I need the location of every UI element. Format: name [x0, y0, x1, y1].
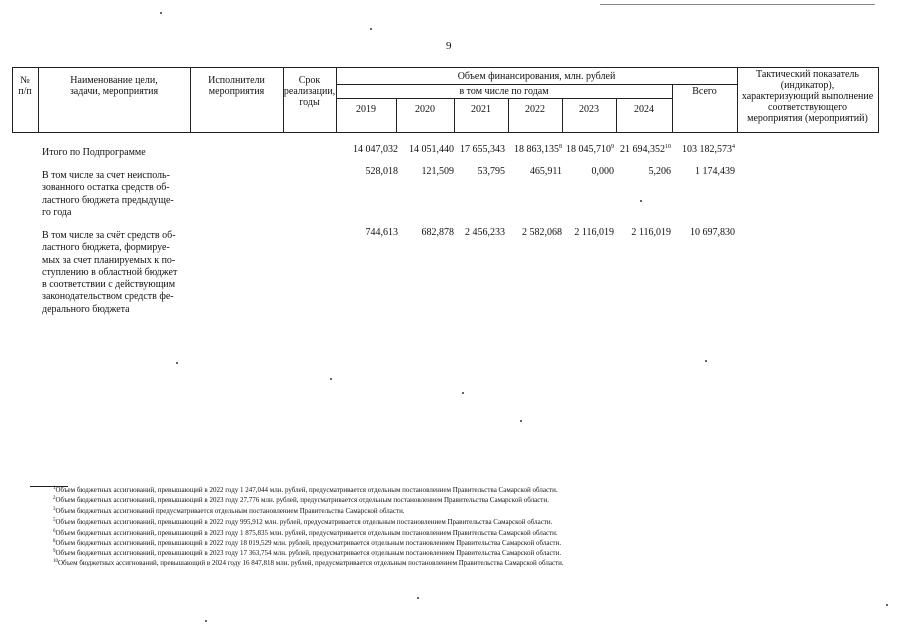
scan-speck — [205, 620, 207, 622]
header-executors: Исполнители мероприятия — [208, 75, 265, 97]
header-indicator: Тактический показатель (индикатор), характеризующий выполнение соответствующего мероприятия (мероприятий) — [741, 69, 874, 124]
row-label: В том числе за счет неисполь- зованного остатка средств об- ластного бюджета предыдуще- го года — [42, 170, 174, 218]
value-cell: 18 863,135$^8$ — [514, 144, 562, 155]
scan-speck — [640, 200, 642, 202]
scan-speck — [370, 28, 372, 30]
header-funding: Объем финансирования, млн. рублей — [457, 71, 616, 82]
value-cell: 53,795 — [477, 166, 505, 177]
value-cell: 2 116,019 — [631, 227, 671, 238]
header-year: 2021 — [471, 104, 491, 115]
row-label: Итого по Подпрограмме — [42, 147, 146, 158]
header-year: 2023 — [579, 104, 599, 115]
table-header — [12, 67, 878, 133]
value-cell: 121,509 — [421, 166, 454, 177]
footnote: $^6$Объем бюджетных ассигнований, превышающий в 2023 году 1 875,835 млн. рублей, предусматривается отдельным постановлением Правительства Самарской области. — [53, 529, 558, 537]
header-term: Срок реализации, годы — [283, 75, 336, 108]
footnote: $^2$Объем бюджетных ассигнований, превышающий в 2023 году 27,776 млн. рублей, предусматривается отдельным постановлением Правительства Самарской области. — [53, 496, 549, 504]
value-cell: 18 045,710$^9$ — [566, 144, 614, 155]
header-total: Всего — [692, 86, 717, 97]
header-name: Наименование цели, задачи, мероприятия — [69, 75, 159, 97]
footnote: $^8$Объем бюджетных ассигнований, превышающий в 2022 году 18 019,529 млн. рублей, предусматривается отдельным постановлением Правительства Самарской области. — [53, 539, 562, 547]
value-cell: 21 694,352$^{10}$ — [620, 144, 671, 155]
value-cell: 2 456,233 — [465, 227, 505, 238]
value-cell: 2 582,068 — [522, 227, 562, 238]
value-cell-total: 103 182,573$^4$ — [682, 144, 735, 155]
scan-speck — [176, 362, 178, 364]
header-num: № п/п — [18, 75, 32, 97]
value-cell: 14 051,440 — [409, 144, 454, 155]
value-cell: 682,878 — [421, 227, 454, 238]
scan-speck — [886, 604, 888, 606]
value-cell-total: 10 697,830 — [690, 227, 735, 238]
header-by-year: в том числе по годам — [459, 86, 549, 97]
value-cell: 744,613 — [365, 227, 398, 238]
scan-artifact-line — [600, 4, 875, 5]
header-year: 2022 — [525, 104, 545, 115]
scan-speck — [705, 360, 707, 362]
header-bottom-rule — [12, 132, 878, 133]
footnote: $^{10}$Объем бюджетных ассигнований, превышающий в 2024 году 16 847,818 млн. рублей, предусматривается отдельным постановлением Правительства Самарской области. — [53, 559, 564, 567]
header-year: 2019 — [356, 104, 376, 115]
footnote: $^1$Объем бюджетных ассигнований, превышающий в 2022 году 1 247,044 млн. рублей, предусматривается отдельным постановлением Правительства Самарской области. — [53, 486, 558, 494]
scan-speck — [417, 597, 419, 599]
funding-sub-rule — [336, 84, 737, 85]
col-divider — [878, 67, 879, 133]
value-cell: 465,911 — [529, 166, 562, 177]
header-year: 2020 — [415, 104, 435, 115]
header-year: 2024 — [634, 104, 654, 115]
value-cell-total: 1 174,439 — [695, 166, 735, 177]
value-cell: 2 116,019 — [574, 227, 614, 238]
scan-speck — [520, 420, 522, 422]
years-sub-rule — [336, 98, 672, 99]
value-cell: 528,018 — [365, 166, 398, 177]
value-cell: 17 655,343 — [460, 144, 505, 155]
scan-speck — [330, 378, 332, 380]
footnote: $^3$Объем бюджетных ассигнований предусматривается отдельным постановлением Правительства Самарской области. — [53, 507, 405, 515]
value-cell: 0,000 — [591, 166, 614, 177]
header-top-rule — [12, 67, 878, 68]
footnote: $^5$Объем бюджетных ассигнований, превышающий в 2022 году 995,912 млн. рублей, предусматривается отдельным постановлением Правительства Самарской области. — [53, 518, 553, 526]
scan-speck — [160, 12, 162, 14]
row-label: В том числе за счёт средств об- ластного бюджета, формируе- мых за счет планируемых к по- ступлению в областной бюджет в соответствии с действующим законодательством средств фе- дерального бюджета — [42, 230, 178, 315]
scan-speck — [462, 392, 464, 394]
page-number: 9 — [446, 40, 452, 52]
value-cell: 14 047,032 — [353, 144, 398, 155]
value-cell: 5,206 — [648, 166, 671, 177]
footnote: $^9$Объем бюджетных ассигнований, превышающий в 2023 году 17 363,754 млн. рублей, предусматривается отдельным постановлением Правительства Самарской области. — [53, 549, 562, 557]
